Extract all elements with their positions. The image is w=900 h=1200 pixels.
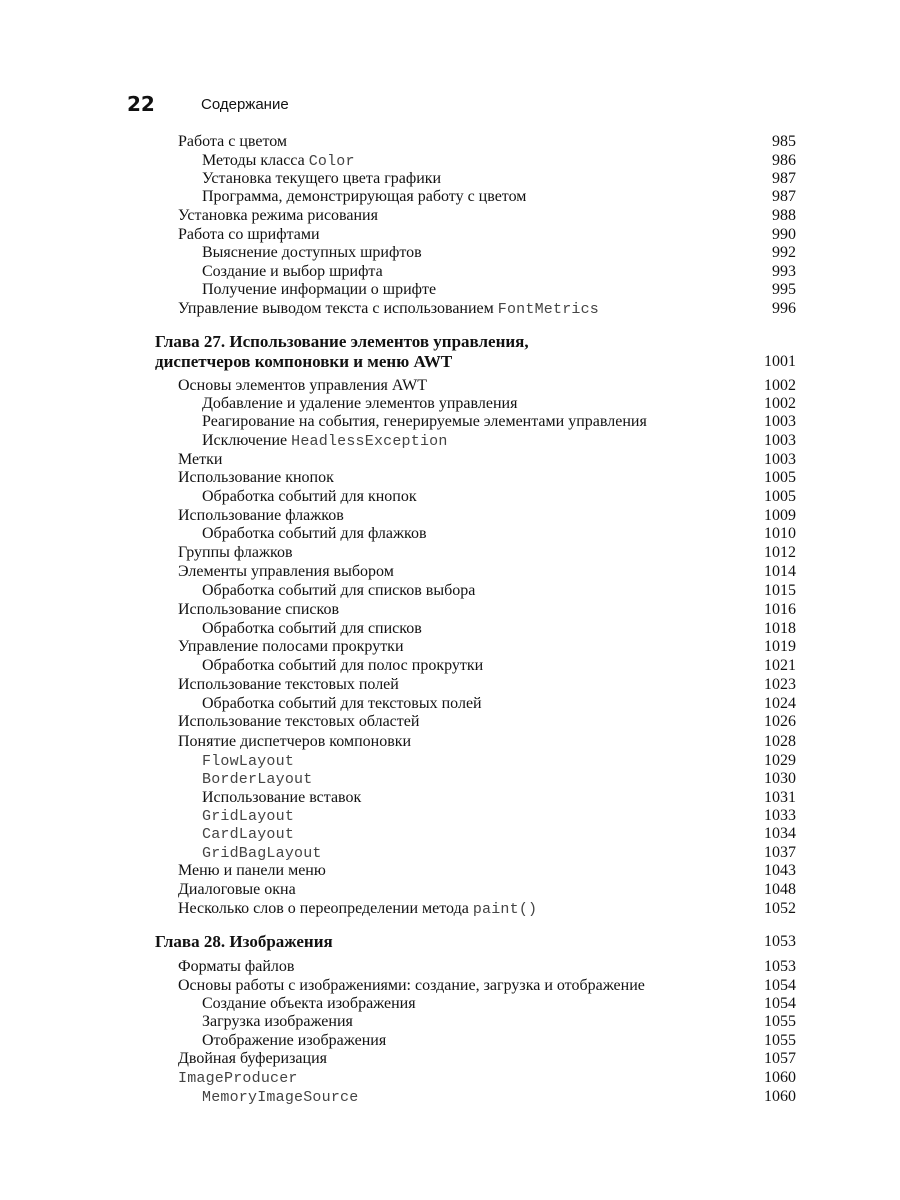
entry-text: Программа, демонстрирующая работу с цветом xyxy=(202,188,527,205)
entry-page-number: 1034 xyxy=(764,825,796,842)
entry-text: Понятие диспетчеров компоновки xyxy=(178,733,412,750)
entry-code: CardLayout xyxy=(202,826,295,843)
entry-text: Обработка событий для текстовых полей xyxy=(202,695,482,712)
toc-entry[interactable] xyxy=(202,824,796,843)
entry-text: Методы класса xyxy=(202,152,309,169)
entry-page-number: 1009 xyxy=(764,507,796,524)
entry-code: MemoryImageSource xyxy=(202,1089,359,1106)
toc-entry[interactable] xyxy=(178,899,796,918)
entry-page-number: 987 xyxy=(772,170,796,187)
toc-entry[interactable] xyxy=(202,394,796,413)
entry-title xyxy=(178,600,339,619)
entry-text: Основы элементов управления AWT xyxy=(178,377,428,394)
entry-page-number: 992 xyxy=(772,244,796,261)
toc-entry[interactable] xyxy=(202,262,796,281)
chapter-entry[interactable] xyxy=(155,932,796,951)
entry-page-number: 996 xyxy=(772,300,796,317)
toc-entry[interactable] xyxy=(202,806,796,825)
entry-page-number: 1037 xyxy=(764,844,796,861)
entry-page-number: 985 xyxy=(772,133,796,150)
entry-page-number: 1054 xyxy=(764,977,796,994)
toc-entry[interactable] xyxy=(178,675,796,694)
entry-text: Несколько слов о переопределении метода xyxy=(178,900,473,917)
entry-title xyxy=(202,262,383,281)
entry-title xyxy=(202,1087,358,1107)
entry-page-number: 1024 xyxy=(764,695,796,712)
entry-text: Глава 27. Использование элементов управления, xyxy=(155,332,529,351)
entry-title xyxy=(202,431,448,451)
entry-title xyxy=(202,1012,353,1031)
entry-title xyxy=(202,394,517,413)
entry-page-number: 990 xyxy=(772,226,796,243)
entry-title xyxy=(202,581,475,600)
entry-text: Добавление и удаление элементов управления xyxy=(202,395,518,412)
entry-title xyxy=(202,843,322,863)
toc-entry[interactable] xyxy=(178,562,796,581)
toc-entry[interactable] xyxy=(202,431,796,450)
entry-title xyxy=(178,468,334,487)
toc-entry[interactable] xyxy=(202,751,796,770)
toc-entry[interactable] xyxy=(202,843,796,862)
toc-entry[interactable] xyxy=(202,243,796,262)
entry-page-number: 1001 xyxy=(764,353,796,370)
entry-title xyxy=(155,932,333,951)
entry-title xyxy=(178,861,326,880)
entry-title xyxy=(178,1049,327,1068)
entry-title xyxy=(178,1068,298,1088)
entry-text: Использование текстовых областей xyxy=(178,713,420,730)
entry-code: GridBagLayout xyxy=(202,845,322,862)
entry-title xyxy=(202,243,422,262)
toc-entry[interactable] xyxy=(202,788,796,807)
entry-text: Выяснение доступных шрифтов xyxy=(202,244,422,261)
entry-title xyxy=(178,132,287,151)
entry-text: Обработка событий для кнопок xyxy=(202,488,417,505)
entry-page-number: 1055 xyxy=(764,1032,796,1049)
entry-title xyxy=(202,187,526,206)
entry-page-number: 1021 xyxy=(764,657,796,674)
entry-title xyxy=(178,880,296,899)
entry-page-number: 1028 xyxy=(764,733,796,750)
entry-text: Элементы управления выбором xyxy=(178,563,394,580)
toc-entry[interactable] xyxy=(178,637,796,656)
toc-entry[interactable] xyxy=(202,769,796,788)
entry-text: Реагирование на события, генерируемые элементами управления xyxy=(202,413,647,430)
entry-title xyxy=(202,751,294,771)
entry-title xyxy=(202,487,417,506)
entry-text: Создание и выбор шрифта xyxy=(202,263,383,280)
toc-entry[interactable] xyxy=(202,1031,796,1050)
entry-text: Обработка событий для полос прокрутки xyxy=(202,657,484,674)
entry-code: HeadlessException xyxy=(291,433,448,450)
toc-entry[interactable] xyxy=(202,1087,796,1106)
entry-page-number: 1018 xyxy=(764,620,796,637)
entry-page-number: 1052 xyxy=(764,900,796,917)
toc-entry[interactable] xyxy=(178,450,796,469)
toc-entry[interactable] xyxy=(178,976,796,995)
toc-entry[interactable] xyxy=(178,957,796,976)
toc-entry[interactable] xyxy=(178,1049,796,1068)
entry-title xyxy=(178,225,320,244)
entry-page-number: 1053 xyxy=(764,958,796,975)
entry-code: paint() xyxy=(472,901,538,918)
entry-text: Работа со шрифтами xyxy=(178,226,320,243)
entry-page-number: 1053 xyxy=(764,933,796,950)
toc-entry[interactable] xyxy=(178,712,796,731)
entry-page-number: 988 xyxy=(772,207,796,224)
entry-text: Отображение изображения xyxy=(202,1032,387,1049)
entry-title xyxy=(202,769,312,789)
entry-page-number: 1031 xyxy=(764,789,796,806)
entry-page-number: 1048 xyxy=(764,881,796,898)
entry-title xyxy=(178,976,645,995)
entry-title xyxy=(178,376,427,395)
entry-title xyxy=(202,824,294,844)
entry-page-number: 1010 xyxy=(764,525,796,542)
chapter-entry[interactable] xyxy=(155,332,796,351)
entry-title xyxy=(178,637,404,656)
entry-title xyxy=(202,169,441,188)
entry-page-number: 1043 xyxy=(764,862,796,879)
entry-title xyxy=(178,543,293,562)
entry-code: BorderLayout xyxy=(202,771,313,788)
entry-code: ImageProducer xyxy=(178,1070,298,1087)
toc-entry[interactable] xyxy=(202,169,796,188)
entry-text: Установка текущего цвета графики xyxy=(202,170,442,187)
toc-entry[interactable] xyxy=(202,187,796,206)
entry-page-number: 1012 xyxy=(764,544,796,561)
toc-entry[interactable] xyxy=(202,524,796,543)
entry-text: Метки xyxy=(178,451,223,468)
toc-entry[interactable] xyxy=(202,581,796,600)
toc-entry[interactable] xyxy=(178,600,796,619)
entry-page-number: 1055 xyxy=(764,1013,796,1030)
entry-page-number: 1019 xyxy=(764,638,796,655)
entry-title xyxy=(178,299,599,319)
toc-entry[interactable] xyxy=(202,412,796,431)
toc-entry[interactable] xyxy=(178,132,796,151)
entry-page-number: 1015 xyxy=(764,582,796,599)
toc-entry[interactable] xyxy=(178,861,796,880)
entry-title xyxy=(178,506,344,525)
entry-page-number: 1023 xyxy=(764,676,796,693)
entry-page-number: 1016 xyxy=(764,601,796,618)
entry-title xyxy=(202,524,427,543)
entry-page-number: 1054 xyxy=(764,995,796,1012)
entry-text: Использование вставок xyxy=(202,789,362,806)
toc-entry[interactable] xyxy=(202,487,796,506)
entry-text: Использование списков xyxy=(178,601,340,618)
entry-title xyxy=(178,712,419,731)
chapter-entry[interactable] xyxy=(155,352,796,371)
toc-entry[interactable] xyxy=(202,280,796,299)
entry-page-number: 1002 xyxy=(764,395,796,412)
entry-page-number: 1060 xyxy=(764,1069,796,1086)
entry-title xyxy=(178,206,378,225)
toc-entry[interactable] xyxy=(178,1068,796,1087)
toc-entry[interactable] xyxy=(202,656,796,675)
entry-title xyxy=(155,352,452,371)
entry-title xyxy=(202,619,422,638)
entry-text: Обработка событий для списков выбора xyxy=(202,582,476,599)
entry-code: GridLayout xyxy=(202,808,295,825)
toc-entry[interactable] xyxy=(178,299,796,318)
entry-text: Управление полосами прокрутки xyxy=(178,638,404,655)
entry-title xyxy=(202,151,355,171)
entry-text: Группы флажков xyxy=(178,544,293,561)
entry-text: Получение информации о шрифте xyxy=(202,281,437,298)
toc-entry[interactable] xyxy=(202,619,796,638)
toc-entry[interactable] xyxy=(202,151,796,170)
entry-page-number: 993 xyxy=(772,263,796,280)
entry-title xyxy=(178,957,294,976)
toc-entry[interactable] xyxy=(202,994,796,1013)
toc-entry[interactable] xyxy=(178,206,796,225)
entry-text: Форматы файлов xyxy=(178,958,295,975)
entry-page-number: 1026 xyxy=(764,713,796,730)
entry-title xyxy=(178,562,394,581)
entry-text: Глава 28. Изображения xyxy=(155,932,333,951)
entry-text: Установка режима рисования xyxy=(178,207,378,224)
entry-text: Обработка событий для флажков xyxy=(202,525,427,542)
entry-title xyxy=(178,899,537,919)
entry-text: Загрузка изображения xyxy=(202,1013,353,1030)
entry-page-number: 1057 xyxy=(764,1050,796,1067)
entry-text: Диалоговые окна xyxy=(178,881,296,898)
entry-title xyxy=(202,788,361,807)
entry-title xyxy=(178,450,222,469)
page-number: 22 xyxy=(127,92,155,116)
entry-title xyxy=(202,694,482,713)
entry-title xyxy=(202,656,483,675)
entry-title xyxy=(178,732,411,751)
entry-text: Создание объекта изображения xyxy=(202,995,416,1012)
toc-entry[interactable] xyxy=(178,506,796,525)
entry-text: Использование текстовых полей xyxy=(178,676,399,693)
entry-page-number: 1005 xyxy=(764,469,796,486)
entry-text: Исключение xyxy=(202,432,292,449)
entry-text: Меню и панели меню xyxy=(178,862,326,879)
entry-title xyxy=(178,675,399,694)
entry-text: Использование флажков xyxy=(178,507,344,524)
entry-page-number: 1002 xyxy=(764,377,796,394)
entry-page-number: 1030 xyxy=(764,770,796,787)
entry-page-number: 1029 xyxy=(764,752,796,769)
entry-text: Обработка событий для списков xyxy=(202,620,422,637)
toc-entry[interactable] xyxy=(178,225,796,244)
entry-text: Управление выводом текста с использованием xyxy=(178,300,498,317)
entry-text: Двойная буферизация xyxy=(178,1050,328,1067)
entry-title xyxy=(202,280,436,299)
entry-title xyxy=(202,806,294,826)
running-head-title: Содержание xyxy=(201,96,289,113)
entry-page-number: 1033 xyxy=(764,807,796,824)
entry-page-number: 1003 xyxy=(764,413,796,430)
entry-page-number: 995 xyxy=(772,281,796,298)
entry-title xyxy=(202,1031,386,1050)
toc-entry[interactable] xyxy=(202,694,796,713)
entry-page-number: 987 xyxy=(772,188,796,205)
entry-title xyxy=(202,994,416,1013)
entry-text: Использование кнопок xyxy=(178,469,334,486)
entry-text: диспетчеров компоновки и меню AWT xyxy=(155,352,453,371)
entry-page-number: 1014 xyxy=(764,563,796,580)
toc-entry[interactable] xyxy=(202,1012,796,1031)
entry-page-number: 1003 xyxy=(764,432,796,449)
entry-page-number: 1060 xyxy=(764,1088,796,1105)
entry-page-number: 1005 xyxy=(764,488,796,505)
entry-text: Работа с цветом xyxy=(178,133,288,150)
entry-code: FontMetrics xyxy=(497,301,599,318)
entry-text: Основы работы с изображениями: создание, загрузка и отображение xyxy=(178,977,645,994)
entry-title xyxy=(155,332,529,351)
entry-page-number: 1003 xyxy=(764,451,796,468)
toc-entry[interactable] xyxy=(178,376,796,395)
entry-code: Color xyxy=(308,153,355,170)
entry-page-number: 986 xyxy=(772,152,796,169)
entry-code: FlowLayout xyxy=(202,753,295,770)
toc-entry[interactable] xyxy=(178,880,796,899)
entry-title xyxy=(202,412,647,431)
toc-entry[interactable] xyxy=(178,468,796,487)
toc-entry[interactable] xyxy=(178,543,796,562)
toc-entry[interactable] xyxy=(178,732,796,751)
